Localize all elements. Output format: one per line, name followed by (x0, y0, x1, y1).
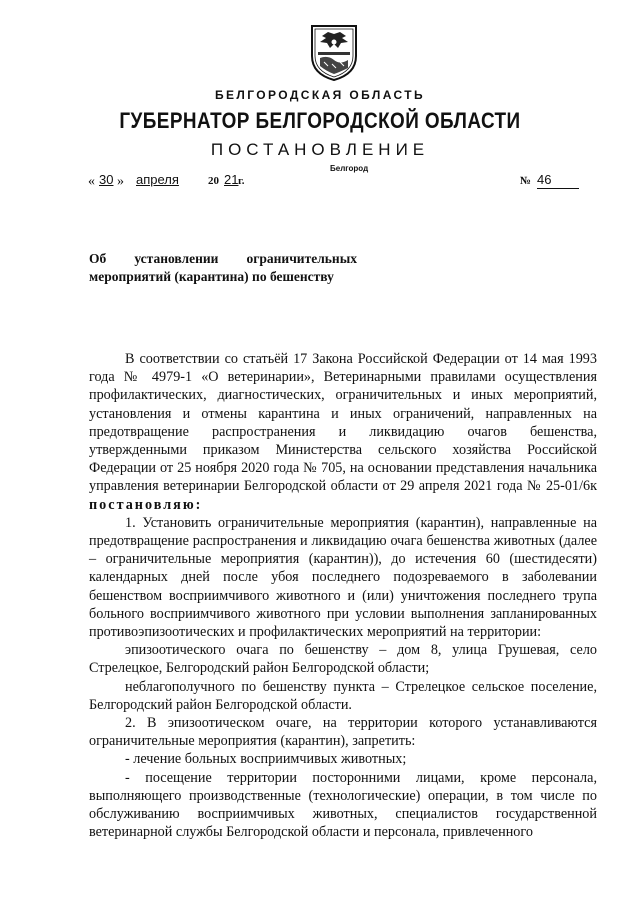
decree-word: постановляю: (89, 496, 203, 513)
coat-of-arms-emblem (308, 22, 360, 82)
clause-1: 1. Установить ограничительные мероприятия (карантин), направленные на предотвращение распространения и ликвидацию очага бешенства животных (далее – ограничительные мероприятия (карантин)), до истечения 60 (шестидесяти) календарных дней после убоя последнего подозреваемого в заболевании бешенством восприимчивого животного и (или) уничтожения последнего трупа больного восприимчивого животного при условии выполнения запланированных противоэпизоотических и профилактических мероприятий на территории: (89, 514, 597, 641)
subject-line-2: мероприятий (карантина) по бешенству (89, 269, 334, 284)
preamble-paragraph (89, 350, 597, 514)
number-sign: № (520, 175, 532, 187)
region-name: БЕЛГОРОДСКАЯ ОБЛАСТЬ (215, 88, 425, 102)
date-close-quote: » (117, 174, 124, 189)
clause-1-item-focus: эпизоотического очага по бешенству – дом 8, улица Грушевая, село Стрелецкое, Белгородский район Белгородской области; (89, 642, 597, 677)
date-open-quote: « (88, 174, 95, 189)
document-subject (89, 250, 357, 286)
date-day: 30 (99, 172, 114, 187)
document-type: ПОСТАНОВЛЕНИЕ (210, 140, 430, 159)
clause-1-item-point: неблагополучного по бешенству пункта – Стрелецкое сельское поселение, Белгородский район Белгородской области. (89, 678, 597, 713)
subject-line-1: Об установлении ограничительных (89, 251, 357, 266)
clause-2-item-treatment: - лечение больных восприимчивых животных; (125, 751, 407, 768)
date-year-unit: г. (238, 175, 245, 187)
number-value: 46 (537, 172, 552, 187)
document-date (88, 172, 268, 192)
city-name: Белгород (330, 164, 369, 173)
clause-2: 2. В эпизоотическом очаге, на территории которого устанавливаются ограничительные мероприятия (карантин), запретить: (89, 715, 597, 750)
date-month: апреля (136, 172, 179, 187)
governor-title: ГУБЕРНАТОР БЕЛГОРОДСКОЙ ОБЛАСТИ (119, 108, 521, 133)
date-year-prefix: 20 (208, 175, 219, 187)
clause-2-item-visits: - посещение территории посторонними лицами, кроме персонала, выполняющего производственные (технологические) операции, в том числе по обслуживанию восприимчивых животных, специалистов государственной ветеринарной службы Белгородской области и персонала, привлеченного (89, 769, 597, 841)
number-underline (537, 188, 579, 189)
date-year-suffix: 21 (224, 172, 239, 187)
preamble-text: В соответствии со статьёй 17 Закона Российской Федерации от 14 мая 1993 года № 4979-1 «О ветеринарии», Ветеринарными правилами осуществления профилактических, диагностических, ограничительных и иных мероприятий, установления и отмены карантина и иных ограничений, направленных на предотвращение распространения и ликвидацию очагов бешенства, утвержденными приказом Министерства сельского хозяйства Российской Федерации от 25 ноября 2020 года № 705, на основании представления начальника управления ветеринарии Белгородской области от 29 апреля 2021 года № 25-01/6к (89, 351, 597, 495)
document-number (520, 172, 580, 192)
document-body (89, 350, 597, 841)
